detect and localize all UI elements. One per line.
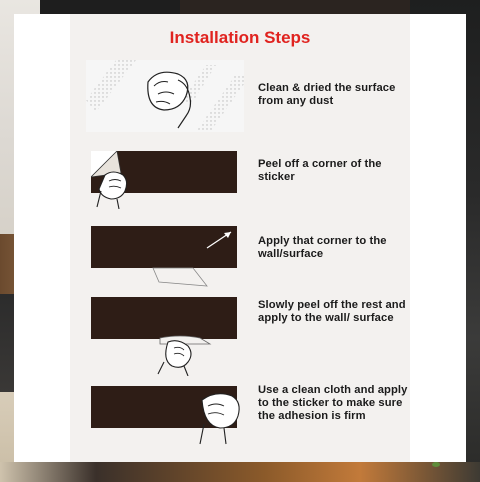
page-title: Installation Steps	[169, 28, 311, 47]
plant-leaf-decoration	[432, 462, 440, 467]
apply-corner-arrow-icon	[91, 226, 241, 288]
peel-corner-hand-icon	[91, 151, 151, 209]
step-4-text: Slowly peel off the rest and apply to the wall/ surface	[258, 299, 406, 324]
step-5-text: Use a clean cloth and apply to the sticker to make sure the adhesion is firm	[258, 384, 408, 422]
step-3-image	[91, 226, 241, 288]
peel-backing-hand-icon	[150, 332, 220, 376]
step-2-image	[91, 151, 151, 209]
step-5-image	[194, 386, 244, 446]
step-3-text: Apply that corner to the wall/surface	[258, 235, 387, 260]
cleaning-hand-icon	[86, 60, 244, 132]
cloth-wipe-hand-icon	[194, 386, 244, 446]
background-bottom-strip	[0, 462, 480, 482]
step-1-text: Clean & dried the surface from any dust	[258, 82, 396, 107]
step-2-text: Peel off a corner of the sticker	[258, 158, 382, 183]
step-4-image	[150, 332, 220, 376]
step-1-image	[86, 60, 244, 132]
